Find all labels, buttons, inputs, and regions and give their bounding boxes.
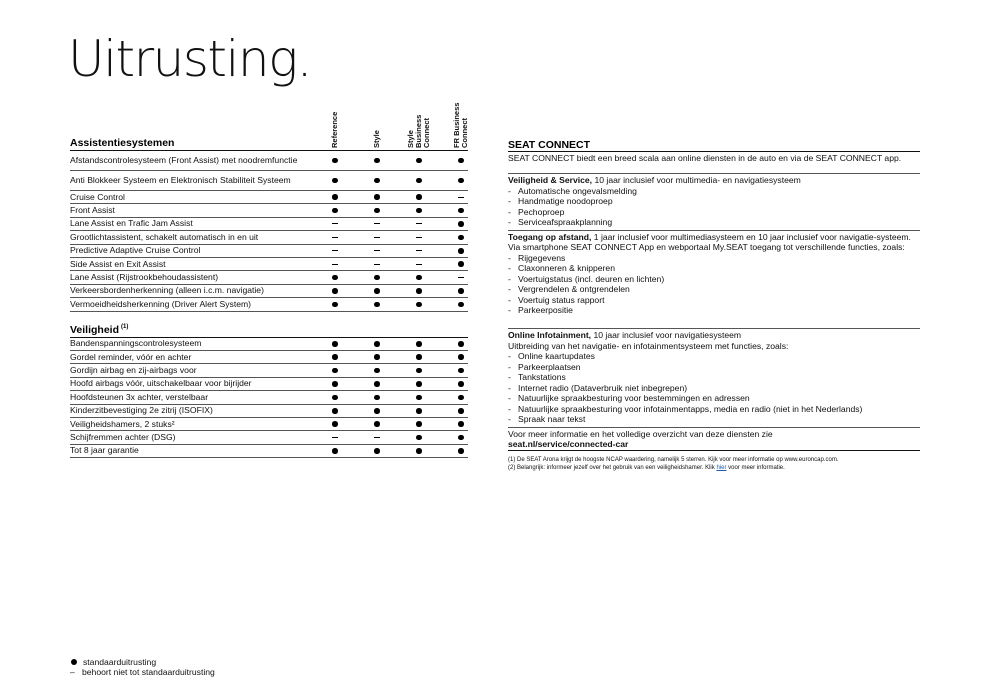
standard-dot-icon — [374, 178, 380, 184]
row-label: Grootlichtassistent, schakelt automatisch in en uit — [70, 231, 259, 242]
standard-dot-icon — [416, 421, 422, 427]
standard-dot-icon — [332, 368, 338, 374]
list-item: - Rijgegevens — [508, 253, 920, 264]
legend-not-standard-label: behoort niet tot standaarduitrusting — [82, 667, 215, 677]
table-row — [70, 418, 468, 431]
standard-dot-icon — [458, 435, 464, 441]
row-cell — [454, 338, 468, 350]
table-row — [70, 351, 468, 364]
table-row — [70, 431, 468, 444]
row-cell — [412, 218, 426, 230]
row-label: Hoofd airbags vóór, uitschakelbaar voor bijrijder — [70, 378, 252, 389]
standard-dot-icon — [458, 221, 464, 227]
standard-dot-icon — [332, 208, 338, 214]
standard-dot-icon — [374, 341, 380, 347]
standard-dot-icon — [332, 395, 338, 401]
standard-dot-icon — [374, 368, 380, 374]
list-item: - Internet radio (Dataverbruik niet inbegrepen) — [508, 383, 920, 394]
section-rule — [508, 151, 920, 152]
table-row — [70, 364, 468, 377]
not-standard-dash-icon — [332, 264, 338, 265]
connect-block — [508, 175, 920, 231]
row-cell — [454, 298, 468, 310]
connect-block-title: Online Infotainment, — [508, 330, 592, 340]
connect-block-heading: Toegang op afstand, 1 jaar inclusief voor multimediasysteem en 10 jaar inclusief voor navigatie-systeem. Via smartphone SEAT CONNECT App en webportaal My.SEAT toegang tot verschillende functies, zoals: — [508, 231, 911, 252]
connect-block — [508, 330, 920, 428]
standard-dot-icon — [416, 368, 422, 374]
row-cell — [412, 204, 426, 216]
column-header-line: Style — [372, 130, 381, 148]
dot-icon — [71, 659, 77, 665]
row-cell — [454, 364, 468, 376]
row-cell — [412, 298, 426, 310]
table-row — [70, 258, 468, 271]
standard-dot-icon — [458, 158, 464, 164]
row-cell — [412, 405, 426, 417]
legend-not-standard — [70, 667, 215, 677]
standard-dot-icon — [458, 248, 464, 254]
standard-dot-icon — [458, 448, 464, 454]
row-cell — [370, 391, 384, 403]
row-cell — [454, 191, 468, 203]
table-row — [70, 151, 468, 171]
table-row — [70, 231, 468, 244]
table-row — [70, 204, 468, 217]
standard-dot-icon — [416, 302, 422, 308]
row-cell — [328, 351, 342, 363]
row-label: Lane Assist en Trafic Jam Assist — [70, 218, 193, 229]
column-header — [331, 88, 339, 148]
table-row — [70, 191, 468, 204]
row-cell — [454, 171, 468, 190]
row-cell — [412, 431, 426, 443]
table-row — [70, 378, 468, 391]
row-label: Cruise Control — [70, 191, 125, 202]
connected-car-link[interactable]: seat.nl/service/connected-car — [508, 439, 629, 449]
column-header — [373, 88, 381, 148]
not-standard-dash-icon — [374, 223, 380, 224]
not-standard-dash-icon — [374, 437, 380, 438]
connect-intro-text: SEAT CONNECT biedt een breed scala aan online diensten in de auto en via de SEAT CONNECT app. — [508, 153, 902, 163]
footnote-1: (1) De SEAT Arona krijgt de hoogste NCAP waardering, namelijk 5 sterren. Kijk voor meer informatie op www.euroncap.com. — [508, 457, 839, 463]
row-cell — [412, 271, 426, 283]
column-header-line: Style — [406, 130, 415, 148]
table-row — [70, 338, 468, 351]
standard-dot-icon — [458, 208, 464, 214]
row-cell — [454, 231, 468, 243]
row-cell — [454, 378, 468, 390]
list-item: - Natuurlijke spraakbesturing voor bestemmingen en adressen — [508, 393, 920, 404]
not-standard-dash-icon — [374, 237, 380, 238]
standard-dot-icon — [332, 341, 338, 347]
row-cell — [370, 338, 384, 350]
standard-dot-icon — [332, 302, 338, 308]
standard-dot-icon — [416, 435, 422, 441]
column-header-line: FR Business — [452, 102, 461, 148]
standard-dot-icon — [332, 448, 338, 454]
row-cell — [370, 298, 384, 310]
row-cell — [412, 378, 426, 390]
legend-standard — [70, 657, 215, 667]
standard-dot-icon — [416, 408, 422, 414]
table-row — [70, 391, 468, 404]
standard-dot-icon — [374, 208, 380, 214]
row-cell — [328, 338, 342, 350]
not-standard-dash-icon — [416, 237, 422, 238]
not-standard-dash-icon — [332, 250, 338, 251]
row-cell — [328, 271, 342, 283]
standard-dot-icon — [416, 208, 422, 214]
row-cell — [370, 445, 384, 457]
row-cell — [328, 364, 342, 376]
standard-dot-icon — [374, 288, 380, 294]
table-row — [70, 218, 468, 231]
table-row — [70, 445, 468, 458]
footnote-2 — [508, 465, 838, 473]
not-standard-dash-icon — [332, 223, 338, 224]
standard-dot-icon — [332, 421, 338, 427]
row-cell — [370, 271, 384, 283]
column-header — [453, 88, 469, 148]
row-cell — [412, 191, 426, 203]
row-cell — [328, 405, 342, 417]
list-item: - Serviceafspraakplanning — [508, 217, 920, 228]
row-label: Front Assist — [70, 205, 115, 216]
column-header-line: Connect — [422, 118, 431, 148]
row-cell — [370, 285, 384, 297]
page-title: Uitrusting. — [68, 30, 311, 88]
standard-dot-icon — [416, 194, 422, 200]
row-cell — [370, 171, 384, 190]
row-cell — [370, 151, 384, 170]
connect-block-title: Veiligheid & Service, — [508, 175, 593, 185]
legend — [70, 657, 215, 677]
legend-standard-label: standaarduitrusting — [83, 657, 157, 667]
row-label: Predictive Adaptive Cruise Control — [70, 245, 201, 256]
row-cell — [454, 285, 468, 297]
row-label: Gordijn airbag en zij-airbags voor — [70, 365, 197, 376]
list-item: - Voertuigstatus (incl. deuren en lichten) — [508, 274, 920, 285]
standard-dot-icon — [374, 158, 380, 164]
not-standard-dash-icon — [458, 197, 464, 198]
standard-dot-icon — [374, 354, 380, 360]
list-item: - Tankstations — [508, 372, 920, 383]
row-cell — [454, 431, 468, 443]
row-cell — [454, 245, 468, 257]
more-info-text: Voor meer informatie en het volledige overzicht van deze diensten zie — [508, 428, 773, 439]
list-item: - Online kaartupdates — [508, 351, 920, 362]
row-cell — [328, 231, 342, 243]
row-cell — [370, 245, 384, 257]
standard-dot-icon — [416, 381, 422, 387]
column-header-line: Connect — [460, 118, 469, 148]
column-header — [407, 88, 431, 148]
feature-list — [508, 186, 920, 228]
standard-dot-icon — [458, 368, 464, 374]
standard-dot-icon — [332, 158, 338, 164]
row-cell — [412, 445, 426, 457]
not-standard-dash-icon — [416, 250, 422, 251]
row-cell — [370, 218, 384, 230]
row-cell — [454, 218, 468, 230]
row-cell — [412, 418, 426, 430]
standard-dot-icon — [332, 194, 338, 200]
footnote-2-tail: voor meer informatie. — [726, 464, 785, 471]
standard-dot-icon — [332, 381, 338, 387]
row-cell — [328, 191, 342, 203]
not-standard-dash-icon — [416, 223, 422, 224]
row-cell — [328, 445, 342, 457]
standard-dot-icon — [374, 381, 380, 387]
row-cell — [454, 391, 468, 403]
standard-dot-icon — [416, 288, 422, 294]
section-title: Assistentiesystemen — [70, 137, 175, 149]
footnote-2-text: (2) Belangrijk: informeer jezelf over het gebruik van een veiligheidshamer. Klik — [508, 464, 717, 471]
row-cell — [412, 171, 426, 190]
row-cell — [370, 405, 384, 417]
row-cell — [412, 285, 426, 297]
column-header-line: Business — [414, 114, 423, 148]
feature-list — [508, 351, 920, 425]
not-standard-dash-icon — [332, 437, 338, 438]
standard-dot-icon — [458, 302, 464, 308]
standard-dot-icon — [374, 408, 380, 414]
row-label: Anti Blokkeer Systeem en Elektronisch Stabiliteit Systeem — [70, 175, 291, 185]
row-label: Bandenspanningscontrolesysteem — [70, 338, 202, 349]
row-cell — [370, 418, 384, 430]
row-label: Kinderzitbevestiging 2e zitrij (ISOFIX) — [70, 405, 213, 416]
row-cell — [454, 445, 468, 457]
table-row — [70, 171, 468, 191]
section-title: Veiligheid $^{(1)}$ — [70, 323, 129, 336]
row-label: Hoofdsteunen 3x achter, verstelbaar — [70, 391, 209, 402]
row-cell — [412, 351, 426, 363]
standard-dot-icon — [458, 341, 464, 347]
connect-block-subtext: Uitbreiding van het navigatie- en infotainmentsysteem met functies, zoals: — [508, 340, 789, 351]
standard-dot-icon — [416, 341, 422, 347]
footnote-link[interactable]: hier — [716, 464, 727, 471]
dash-icon: – — [70, 667, 75, 677]
seat-connect-title: SEAT CONNECT — [508, 139, 591, 151]
list-item: - Vergrendelen & ontgrendelen — [508, 284, 920, 295]
standard-dot-icon — [416, 178, 422, 184]
footnotes — [508, 457, 838, 472]
row-cell — [412, 231, 426, 243]
row-cell — [454, 271, 468, 283]
row-cell — [370, 231, 384, 243]
row-cell — [328, 391, 342, 403]
not-standard-dash-icon — [374, 264, 380, 265]
standard-dot-icon — [458, 178, 464, 184]
list-item: - Parkeerpositie — [508, 305, 920, 316]
row-label: Vermoeidheidsherkenning (Driver Alert System) — [70, 298, 252, 309]
row-cell — [328, 151, 342, 170]
standard-dot-icon — [416, 395, 422, 401]
footnote-ref: (1) — [121, 323, 129, 330]
row-cell — [328, 418, 342, 430]
list-item: - Spraak naar tekst — [508, 414, 920, 425]
row-cell — [454, 418, 468, 430]
list-item: - Parkeerplaatsen — [508, 362, 920, 373]
feature-list — [508, 253, 920, 316]
standard-dot-icon — [458, 261, 464, 267]
row-cell — [328, 258, 342, 270]
row-cell — [370, 431, 384, 443]
standard-dot-icon — [374, 275, 380, 281]
standard-dot-icon — [416, 448, 422, 454]
row-cell — [370, 378, 384, 390]
standard-dot-icon — [458, 381, 464, 387]
connect-block-heading: Online Infotainment, 10 jaar inclusief voor navigatiesysteem — [508, 330, 742, 340]
row-cell — [412, 364, 426, 376]
list-item: - Pechoproep — [508, 207, 920, 218]
standard-dot-icon — [374, 448, 380, 454]
standard-dot-icon — [374, 302, 380, 308]
standard-dot-icon — [374, 395, 380, 401]
row-cell — [328, 431, 342, 443]
row-label: Lane Assist (Rijstrookbehoudassistent) — [70, 272, 219, 283]
not-standard-dash-icon — [374, 250, 380, 251]
table-row — [70, 245, 468, 258]
row-cell — [328, 171, 342, 190]
standard-dot-icon — [332, 408, 338, 414]
row-cell — [328, 204, 342, 216]
standard-dot-icon — [416, 158, 422, 164]
row-cell — [370, 364, 384, 376]
standard-dot-icon — [332, 354, 338, 360]
connect-intro — [508, 153, 920, 174]
row-cell — [454, 204, 468, 216]
row-label: Veiligheidshamers, 2 stuks² — [70, 418, 175, 429]
row-cell — [328, 218, 342, 230]
table-row — [70, 285, 468, 298]
row-cell — [328, 245, 342, 257]
list-item: - Claxonneren & knipperen — [508, 263, 920, 274]
standard-dot-icon — [374, 194, 380, 200]
row-cell — [370, 351, 384, 363]
row-cell — [454, 405, 468, 417]
not-standard-dash-icon — [332, 237, 338, 238]
row-cell — [412, 258, 426, 270]
standard-dot-icon — [458, 408, 464, 414]
row-cell — [328, 285, 342, 297]
standard-dot-icon — [416, 354, 422, 360]
row-cell — [328, 298, 342, 310]
row-cell — [412, 245, 426, 257]
list-item: - Handmatige noodoproep — [508, 196, 920, 207]
standard-dot-icon — [458, 354, 464, 360]
connect-block — [508, 232, 920, 330]
connect-block-title: Toegang op afstand, — [508, 231, 592, 242]
table-row — [70, 405, 468, 418]
standard-dot-icon — [332, 288, 338, 294]
not-standard-dash-icon — [416, 264, 422, 265]
row-cell — [454, 151, 468, 170]
standard-dot-icon — [458, 421, 464, 427]
standard-dot-icon — [332, 178, 338, 184]
row-label: Side Assist en Exit Assist — [70, 258, 166, 269]
row-label: Verkeersbordenherkenning (alleen i.c.m. navigatie) — [70, 285, 264, 296]
row-label: Afstandscontrolesysteem (Front Assist) met noodremfunctie — [70, 155, 298, 165]
row-cell — [370, 204, 384, 216]
connect-more-info — [508, 429, 920, 451]
standard-dot-icon — [458, 395, 464, 401]
row-cell — [412, 338, 426, 350]
row-cell — [412, 151, 426, 170]
row-cell — [370, 191, 384, 203]
table-row — [70, 298, 468, 311]
row-label: Schijfremmen achter (DSG) — [70, 432, 176, 443]
row-label: Gordel reminder, vóór en achter — [70, 351, 192, 362]
connect-block-heading: Veiligheid & Service, 10 jaar inclusief voor multimedia- en navigatiesysteem — [508, 175, 801, 185]
column-header-line: Reference — [330, 111, 339, 148]
standard-dot-icon — [374, 421, 380, 427]
row-cell — [454, 351, 468, 363]
list-item: - Natuurlijke spraakbesturing voor infotainmentapps, media en radio (niet in het Nederlands) — [508, 404, 920, 415]
standard-dot-icon — [458, 235, 464, 241]
row-cell — [370, 258, 384, 270]
row-cell — [328, 378, 342, 390]
list-item: - Voertuig status rapport — [508, 295, 920, 306]
standard-dot-icon — [458, 288, 464, 294]
standard-dot-icon — [416, 275, 422, 281]
table-row — [70, 271, 468, 284]
list-item: - Automatische ongevalsmelding — [508, 186, 920, 197]
not-standard-dash-icon — [458, 277, 464, 278]
row-cell — [412, 391, 426, 403]
row-label: Tot 8 jaar garantie — [70, 445, 139, 456]
standard-dot-icon — [332, 275, 338, 281]
row-cell — [454, 258, 468, 270]
